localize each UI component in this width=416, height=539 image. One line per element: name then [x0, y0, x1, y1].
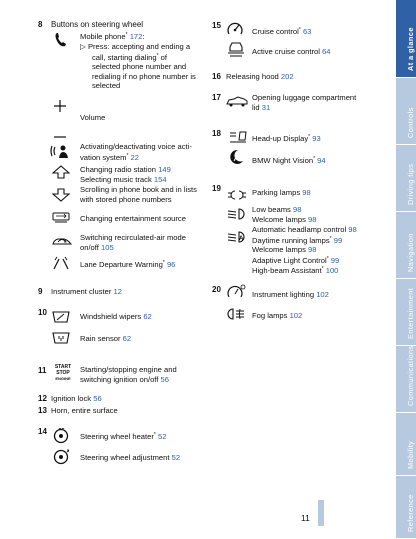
automatic-headlamp-text: Automatic headlamp control 98	[252, 225, 357, 234]
luggage-compartment-text: Opening luggage compartment lid 31	[252, 93, 357, 112]
cruise-control-icon	[226, 21, 244, 37]
low-beams-ref[interactable]: 98	[292, 205, 302, 214]
night-vision-ref[interactable]: 94	[317, 156, 326, 165]
welcome-lamps-1-ref[interactable]: 98	[308, 215, 317, 224]
luggage-compartment-ref[interactable]: 31	[261, 102, 271, 112]
lane-departure-icon	[52, 256, 70, 270]
head-up-display-text: Head-up Display* 93	[252, 134, 321, 143]
head-up-display-icon	[228, 130, 248, 144]
welcome-lamps-2-text: Welcome lamps 98	[252, 245, 317, 254]
tab-mobility[interactable]: Mobility	[396, 413, 416, 476]
high-beam-assistant-text: High-beam Assistant* 100	[252, 266, 339, 275]
item-number-14: 14	[38, 427, 47, 436]
tab-entertainment[interactable]: Entertainment	[396, 279, 416, 346]
active-cruise-control-icon	[226, 40, 246, 58]
daytime-running-lamps-text: Daytime running lamps* 99	[252, 236, 343, 245]
cruise-control-text: Cruise control* 63	[252, 27, 312, 36]
ignition-lock-ref[interactable]: 56	[93, 394, 102, 403]
windshield-wiper-icon	[52, 310, 70, 324]
night-vision-icon	[228, 149, 244, 165]
recirculation-icon	[52, 234, 72, 246]
fog-lamps-text: Fog lamps 102	[252, 311, 303, 320]
instrument-lighting-text: Instrument lighting 102	[252, 290, 329, 299]
plus-icon	[54, 99, 66, 111]
automatic-headlamp-icon	[227, 230, 245, 244]
high-beam-assistant-ref[interactable]: 100	[325, 266, 339, 275]
entertainment-source-icon	[52, 210, 70, 222]
scroll-text: Scrolling in phone book and in lists with stored phone numbers	[80, 185, 197, 204]
tab-navigation[interactable]: Navigation	[396, 212, 416, 279]
voice-ref[interactable]: 22	[130, 152, 139, 162]
start-stop-text: Starting/stopping engine and switching ignition on/off 56	[80, 365, 177, 384]
entertainment-source-text: Changing entertainment source	[80, 214, 186, 223]
active-cruise-control-ref[interactable]: 64	[322, 47, 331, 56]
item-number-17: 17	[212, 93, 221, 102]
mobile-phone-text: Mobile phone* 172:	[80, 32, 145, 41]
lane-departure-text: Lane Departure Warning* 96	[80, 260, 176, 269]
item-number-12: 12	[38, 394, 47, 403]
releasing-hood-text: Releasing hood 202	[226, 72, 294, 81]
section-title-buttons-steering-wheel: Buttons on steering wheel	[51, 20, 144, 29]
minus-icon	[54, 126, 66, 130]
steering-wheel-adjustment-ref[interactable]: 52	[171, 453, 181, 462]
automatic-headlamp-ref[interactable]: 98	[348, 225, 357, 234]
volume-text: Volume	[80, 113, 106, 122]
mobile-phone-ref[interactable]: 172	[129, 32, 143, 41]
rain-sensor-ref[interactable]: 62	[122, 334, 132, 343]
tab-at-a-glance[interactable]: At a glance	[396, 0, 416, 78]
parking-lamps-icon	[227, 187, 247, 197]
item-number-13: 13	[38, 406, 47, 415]
releasing-hood-ref[interactable]: 202	[280, 72, 294, 81]
ignition-lock-text: Ignition lock 56	[51, 394, 102, 403]
daytime-running-lamps-ref[interactable]: 99	[333, 236, 343, 245]
luggage-compartment-icon	[226, 94, 248, 106]
night-vision-text: BMW Night Vision* 94	[252, 156, 326, 165]
track-ref[interactable]: 154	[153, 175, 167, 184]
low-beam-icon	[227, 207, 245, 221]
fog-lamps-icon	[227, 307, 245, 321]
steering-wheel-adjustment-icon	[53, 449, 69, 465]
item-number-10: 10	[38, 308, 47, 317]
svg-text:A: A	[239, 236, 244, 242]
sidebar-tabs	[394, 0, 416, 538]
radio-ref[interactable]: 149	[158, 165, 171, 174]
parking-lamps-text: Parking lamps 98	[252, 188, 311, 197]
rain-sensor-text: Rain sensor 62	[80, 334, 132, 343]
item-number-8: 8	[38, 20, 43, 29]
arrow-down-icon	[52, 188, 70, 202]
steering-wheel-heater-text: Steering wheel heater* 52	[80, 432, 167, 441]
start-stop-ref[interactable]: 56	[160, 374, 169, 384]
item-number-11: 11	[38, 366, 47, 375]
windshield-wipers-text: Windshield wipers 62	[80, 312, 152, 321]
tab-controls[interactable]: Controls	[396, 78, 416, 145]
parking-lamps-ref[interactable]: 98	[302, 188, 311, 197]
rain-sensor-icon	[52, 331, 70, 345]
item-number-20: 20	[212, 285, 221, 294]
voice-icon	[50, 143, 70, 159]
item-number-9: 9	[38, 287, 43, 296]
voice-text: Activating/deactivating voice acti- vation system* 22	[80, 142, 192, 162]
recirculation-text: Switching recirculated-air mode on/off 105	[80, 233, 186, 252]
tab-communications[interactable]: Communications	[396, 346, 416, 413]
steering-wheel-heater-ref[interactable]: 52	[157, 432, 167, 441]
head-up-display-ref[interactable]: 93	[312, 134, 321, 143]
tab-driving-tips[interactable]: Driving tips	[396, 145, 416, 212]
adaptive-light-text: Adaptive Light Control* 99	[252, 256, 340, 265]
recirculation-ref[interactable]: 105	[101, 242, 114, 252]
active-cruise-control-text: Active cruise control 64	[252, 47, 331, 56]
item-number-15: 15	[212, 21, 221, 30]
item-number-18: 18	[212, 129, 221, 138]
instrument-lighting-ref[interactable]: 102	[316, 290, 329, 299]
instrument-cluster-ref[interactable]: 12	[113, 287, 122, 296]
steering-wheel-heater-icon	[53, 428, 69, 444]
press-description: ▷ Press: accepting and ending a call, starting dialing* of selected phone number and redialing if no phone number is selected	[80, 42, 196, 90]
page-number: 11	[301, 513, 310, 523]
adaptive-light-ref[interactable]: 99	[330, 256, 340, 265]
lane-departure-ref[interactable]: 96	[166, 260, 176, 269]
start-stop-icon: START STOP ENGINE	[54, 364, 72, 381]
page-marker-bar	[318, 500, 324, 526]
instrument-lighting-icon	[226, 284, 246, 300]
windshield-wipers-ref[interactable]: 62	[143, 312, 152, 321]
horn-text: Horn, entire surface	[51, 406, 118, 415]
cruise-control-ref[interactable]: 63	[302, 27, 312, 36]
welcome-lamps-2-ref[interactable]: 98	[308, 245, 317, 254]
item-number-19: 19	[212, 184, 221, 193]
item-number-16: 16	[212, 72, 221, 81]
track-text: Selecting music track 154	[80, 175, 167, 184]
low-beams-text: Low beams 98	[252, 205, 302, 214]
tab-reference[interactable]: Reference	[396, 476, 416, 539]
instrument-cluster-text: Instrument cluster 12	[51, 287, 122, 296]
phone-icon	[54, 32, 68, 48]
welcome-lamps-1-text: Welcome lamps 98	[252, 215, 317, 224]
fog-lamps-ref[interactable]: 102	[289, 311, 303, 320]
arrow-up-icon	[52, 165, 70, 179]
steering-wheel-adjustment-text: Steering wheel adjustment 52	[80, 453, 181, 462]
radio-text: Changing radio station 149	[80, 165, 171, 174]
